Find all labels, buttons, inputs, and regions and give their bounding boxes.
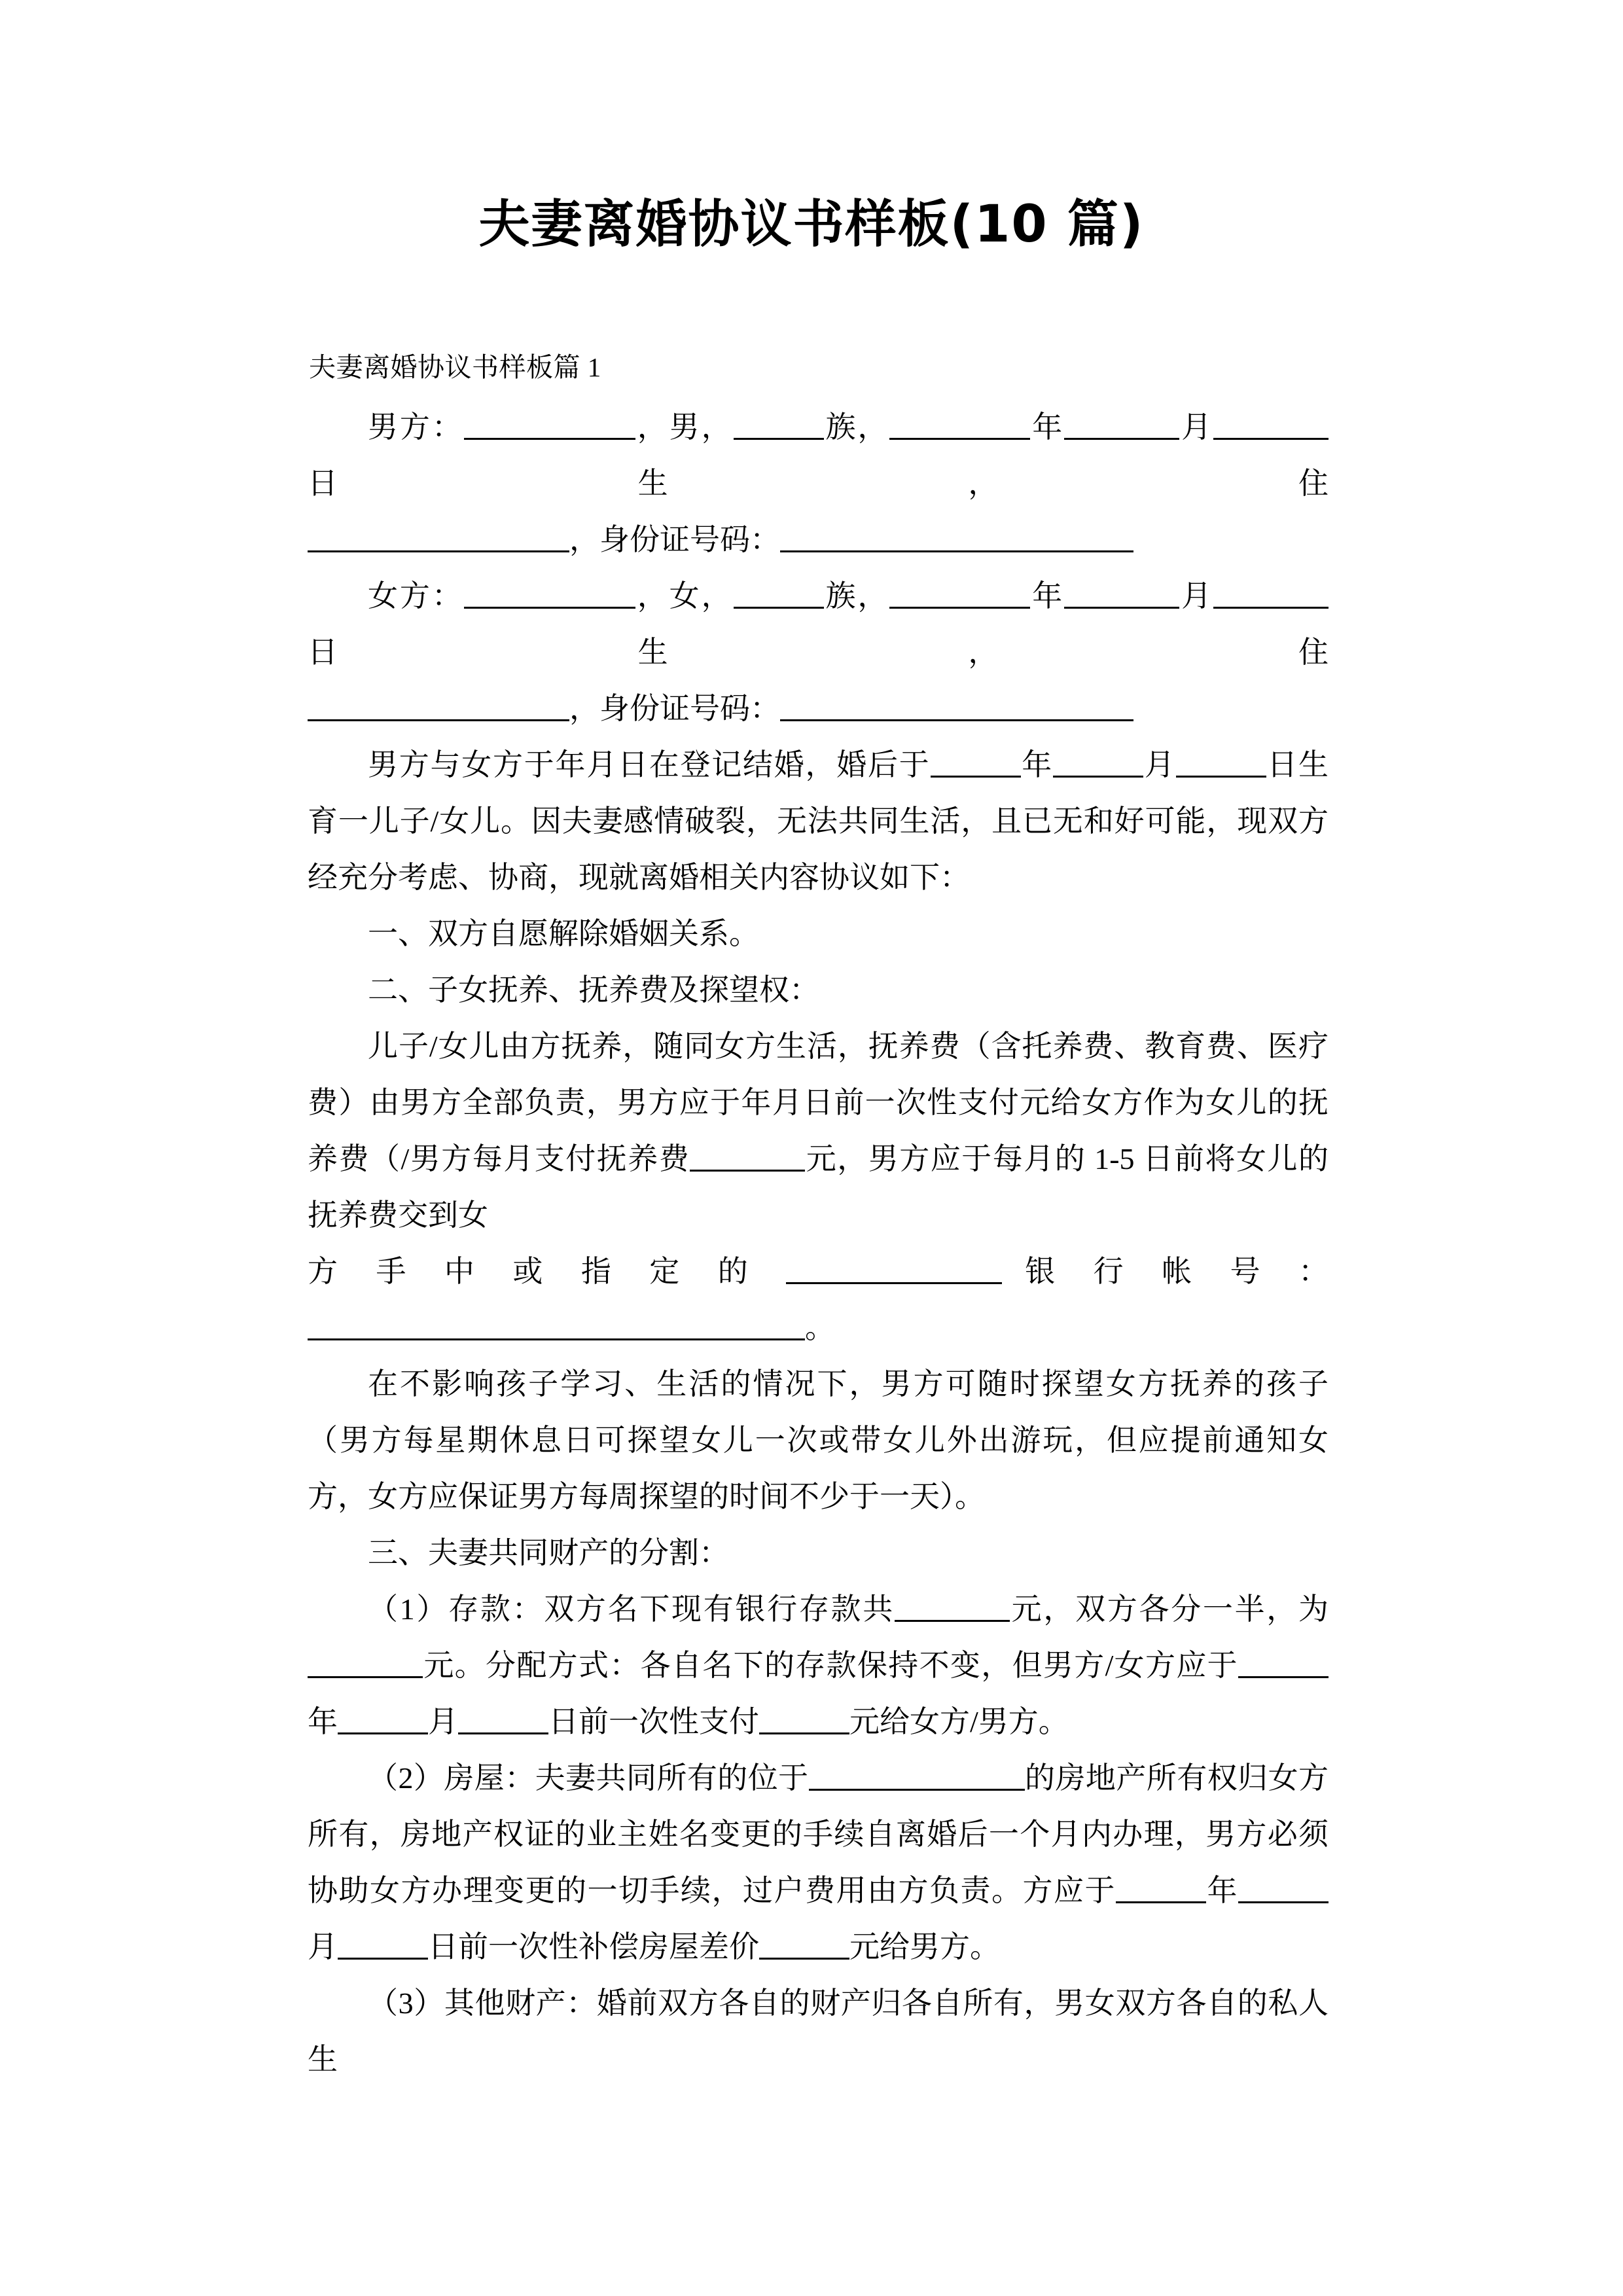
deposits-paragraph xyxy=(308,1581,1329,1750)
female-birth-day-blank[interactable] xyxy=(1213,575,1329,608)
bank-account-paragraph xyxy=(308,1244,1329,1300)
house-text-e: 日前一次性补偿房屋差价 xyxy=(428,1930,759,1964)
deposits-text-e: 月 xyxy=(428,1705,458,1738)
visitation-paragraph: 在不影响孩子学习、生活的情况下，男方可随时探望女方抚养的孩子（男方每星期休息日可探望女儿一次或带女儿外出游玩，但应提前通知女方，女方应保证男方每周探望的时间不少于一天）。 xyxy=(308,1367,1329,1513)
birth-day-blank[interactable] xyxy=(1176,744,1266,777)
deposit-pay-year-blank[interactable] xyxy=(1238,1644,1329,1677)
house-text-f: 元给男方。 xyxy=(849,1930,1000,1964)
house-location-blank[interactable] xyxy=(809,1757,1025,1790)
marriage-intro-text-b: 年 xyxy=(1020,748,1053,781)
deposits-text-d: 年 xyxy=(308,1705,338,1738)
deposits-text-a: （1）存款：双方名下现有银行存款共 xyxy=(368,1592,895,1626)
deposit-pay-day-blank[interactable] xyxy=(458,1700,548,1734)
house-paragraph xyxy=(308,1750,1329,1975)
half-deposit-blank[interactable] xyxy=(308,1644,423,1677)
bank-line-tail-text: 。 xyxy=(805,1311,835,1344)
deposits-text-f: 日前一次性支付 xyxy=(548,1705,759,1738)
custody-text-b: 元，男方应于每月的 1-5 日前将女儿的抚养费交到女 xyxy=(308,1142,1329,1232)
male-id-label: ，身份证号码： xyxy=(569,523,780,556)
marriage-intro-text-a: 男方与女方于年月日在登记结婚，婚后于 xyxy=(368,748,931,781)
male-name-blank[interactable] xyxy=(464,406,635,439)
house-text-d: 月 xyxy=(308,1930,338,1964)
male-gender-text: ，男， xyxy=(635,410,734,444)
page-title: 夫妻离婚协议书样板(10 篇) xyxy=(478,195,1145,254)
document-body xyxy=(308,340,1329,2088)
house-pay-month-blank[interactable] xyxy=(1238,1869,1329,1903)
deposits-text-b: 元，双方各分一半，为 xyxy=(1009,1592,1329,1626)
deposits-text-g: 元给女方/男方。 xyxy=(849,1705,1069,1738)
other-property-paragraph: （3）其他财产：婚前双方各自的财产归各自所有，男女双方各自的私人生 xyxy=(308,1986,1329,2076)
male-month-text: 月 xyxy=(1179,410,1214,444)
male-ethnicity-blank[interactable] xyxy=(734,406,824,439)
male-id-number-blank[interactable] xyxy=(780,518,1133,552)
house-text-c: 年 xyxy=(1206,1874,1238,1907)
house-difference-amount-blank[interactable] xyxy=(759,1926,849,1959)
male-birth-suffix-text: 日生，住 xyxy=(308,467,1329,500)
marriage-intro-paragraph xyxy=(308,737,1329,906)
female-party-id-paragraph xyxy=(308,681,1329,737)
clause-three-title: 三、夫妻共同财产的分割： xyxy=(368,1536,729,1570)
male-party-id-paragraph xyxy=(308,512,1329,568)
deposit-pay-month-blank[interactable] xyxy=(338,1700,428,1734)
male-birth-year-blank[interactable] xyxy=(889,406,1030,439)
house-text-b: 的房地产所有权归女方所有，房地产权证的业主姓名变更的手续自离婚后一个月内办理，男方必须协助女方办理变更的一切手续，过户费用由方负责。方应于 xyxy=(308,1761,1329,1907)
female-birth-suffix-text: 日生，住 xyxy=(308,636,1329,669)
male-party-label: 男方： xyxy=(368,410,464,444)
female-id-number-blank[interactable] xyxy=(780,687,1133,721)
deposit-pay-amount-blank[interactable] xyxy=(759,1700,849,1734)
clause-two-title: 二、子女抚养、抚养费及探望权： xyxy=(368,973,819,1007)
bank-line-prefix-text: 方 手 中 或 指 定 的 xyxy=(308,1255,764,1288)
female-name-blank[interactable] xyxy=(464,575,635,608)
male-year-text: 年 xyxy=(1030,410,1065,444)
female-address-blank[interactable] xyxy=(308,687,569,721)
female-party-paragraph xyxy=(308,568,1329,681)
bank-account-number-blank[interactable] xyxy=(308,1306,805,1340)
house-pay-day-blank[interactable] xyxy=(338,1926,428,1959)
female-id-label: ，身份证号码： xyxy=(569,692,780,725)
male-party-paragraph xyxy=(308,399,1329,512)
monthly-support-blank[interactable] xyxy=(690,1138,805,1171)
female-birth-year-blank[interactable] xyxy=(889,575,1030,608)
marriage-intro-text-d: 日生育一儿子/女儿。因夫妻感情破裂，无法共同生活，且已无和好可能，现双方经充分考虑、协商，现就离婚相关内容协议如下： xyxy=(308,748,1329,894)
female-month-text: 月 xyxy=(1179,579,1214,613)
female-ethnicity-text: 族， xyxy=(823,579,890,613)
deposits-text-c: 元。分配方式：各自名下的存款保持不变，但男方/女方应于 xyxy=(423,1649,1238,1682)
female-ethnicity-blank[interactable] xyxy=(734,575,824,608)
male-birth-day-blank[interactable] xyxy=(1213,406,1329,439)
house-text-a: （2）房屋：夫妻共同所有的位于 xyxy=(368,1761,809,1795)
bank-line-suffix-text: 银 行 帐 号 ： xyxy=(1025,1255,1329,1288)
female-birth-month-blank[interactable] xyxy=(1064,575,1179,608)
bank-account-number-paragraph xyxy=(308,1300,1329,1356)
female-gender-text: ，女， xyxy=(635,579,734,613)
birth-month-blank[interactable] xyxy=(1053,744,1143,777)
male-birth-month-blank[interactable] xyxy=(1064,406,1179,439)
birth-year-blank[interactable] xyxy=(931,744,1021,777)
total-deposit-blank[interactable] xyxy=(895,1588,1010,1621)
section-subtitle: 夫妻离婚协议书样板篇 1 xyxy=(309,352,601,382)
clause-one-paragraph: 一、双方自愿解除婚姻关系。 xyxy=(368,917,759,950)
female-year-text: 年 xyxy=(1030,579,1065,613)
female-party-label: 女方： xyxy=(368,579,464,613)
house-pay-year-blank[interactable] xyxy=(1116,1869,1206,1903)
male-ethnicity-text: 族， xyxy=(823,410,890,444)
custody-text-a: 儿子/女儿由方抚养，随同女方生活，抚养费（含托养费、教育费、医疗费）由男方全部负责，男方应于年月日前一次性支付元给女方作为女儿的抚养费（/男方每月支付抚养费 xyxy=(308,1030,1329,1175)
male-address-blank[interactable] xyxy=(308,518,569,552)
bank-name-blank[interactable] xyxy=(786,1250,1002,1283)
custody-paragraph xyxy=(308,1018,1329,1244)
marriage-intro-text-c: 月 xyxy=(1143,748,1176,781)
